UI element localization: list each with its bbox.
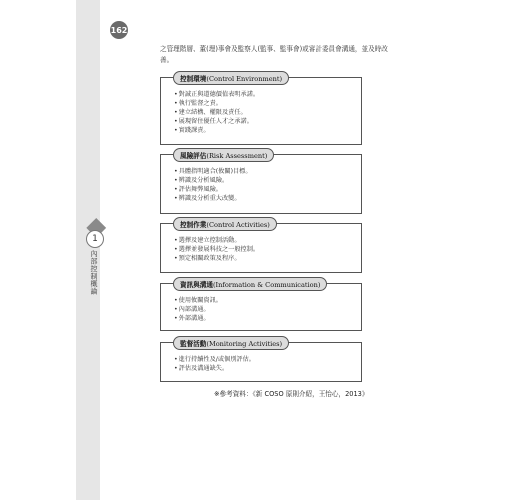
section-title-en: (Risk Assessment) — [206, 152, 268, 160]
chapter-title: 內部控制概論 — [90, 250, 98, 295]
section-list — [174, 296, 222, 323]
chapter-number: 1 — [86, 230, 104, 248]
section-control-environment — [160, 77, 362, 145]
section-title-zh: 監督活動 — [180, 340, 207, 348]
list-item: • 建立結構、權限及責任。 — [174, 108, 259, 117]
list-item: • 選擇並發展科技之一般控制。 — [174, 245, 259, 254]
section-title-en: (Information & Communication) — [212, 281, 321, 289]
section-list — [174, 90, 259, 135]
list-item: • 辨識及分析重大改變。 — [174, 194, 252, 203]
section-title-en: (Monitoring Activities) — [206, 340, 283, 348]
section-header — [173, 217, 277, 231]
section-header — [173, 336, 289, 350]
section-title-zh: 控制作業 — [180, 221, 207, 229]
list-item: • 選擇及建立控制活動。 — [174, 236, 259, 245]
section-header — [173, 71, 289, 85]
section-information-communication — [160, 283, 362, 331]
section-header — [173, 277, 327, 291]
list-item: • 評估舞弊風險。 — [174, 185, 252, 194]
section-list — [174, 167, 252, 203]
section-title-zh: 控制環境 — [180, 75, 207, 83]
list-item: • 使用攸關資訊。 — [174, 296, 222, 305]
section-control-activities — [160, 223, 362, 273]
section-title-en: (Control Environment) — [206, 75, 283, 83]
page-number-badge: 162 — [110, 21, 128, 39]
list-item: • 評估及溝通缺失。 — [174, 364, 255, 373]
section-monitoring-activities — [160, 342, 362, 382]
list-item: • 執行監督之責。 — [174, 99, 259, 108]
section-list — [174, 236, 259, 263]
section-risk-assessment — [160, 154, 362, 214]
section-list — [174, 355, 255, 373]
list-item: • 預定相關政策及程序。 — [174, 254, 259, 263]
list-item: • 外部溝通。 — [174, 314, 222, 323]
list-item: • 辨識及分析風險。 — [174, 176, 252, 185]
section-header — [173, 148, 274, 162]
list-item: • 展現留住優任人才之承諾。 — [174, 117, 259, 126]
section-title-en: (Control Activities) — [206, 221, 270, 229]
list-item: • 實踐課責。 — [174, 126, 259, 135]
intro-paragraph: 之管理階層、董(理)事會及監察人(監事、監事會)或審計委員會溝通，並及時改善。 — [160, 45, 388, 64]
section-title-zh: 風險評估 — [180, 152, 207, 160]
section-title-zh: 資訊與溝通 — [180, 281, 213, 289]
list-item: • 具體指明適合(攸關)目標。 — [174, 167, 252, 176]
source-citation: ※參考資料：《新 COSO 原則介紹，王怡心，2013》 — [214, 390, 369, 398]
list-item: • 內部溝通。 — [174, 305, 222, 314]
list-item: • 對誠正與道德價值表明承諾。 — [174, 90, 259, 99]
list-item: • 進行持續性及/或個別評估。 — [174, 355, 255, 364]
